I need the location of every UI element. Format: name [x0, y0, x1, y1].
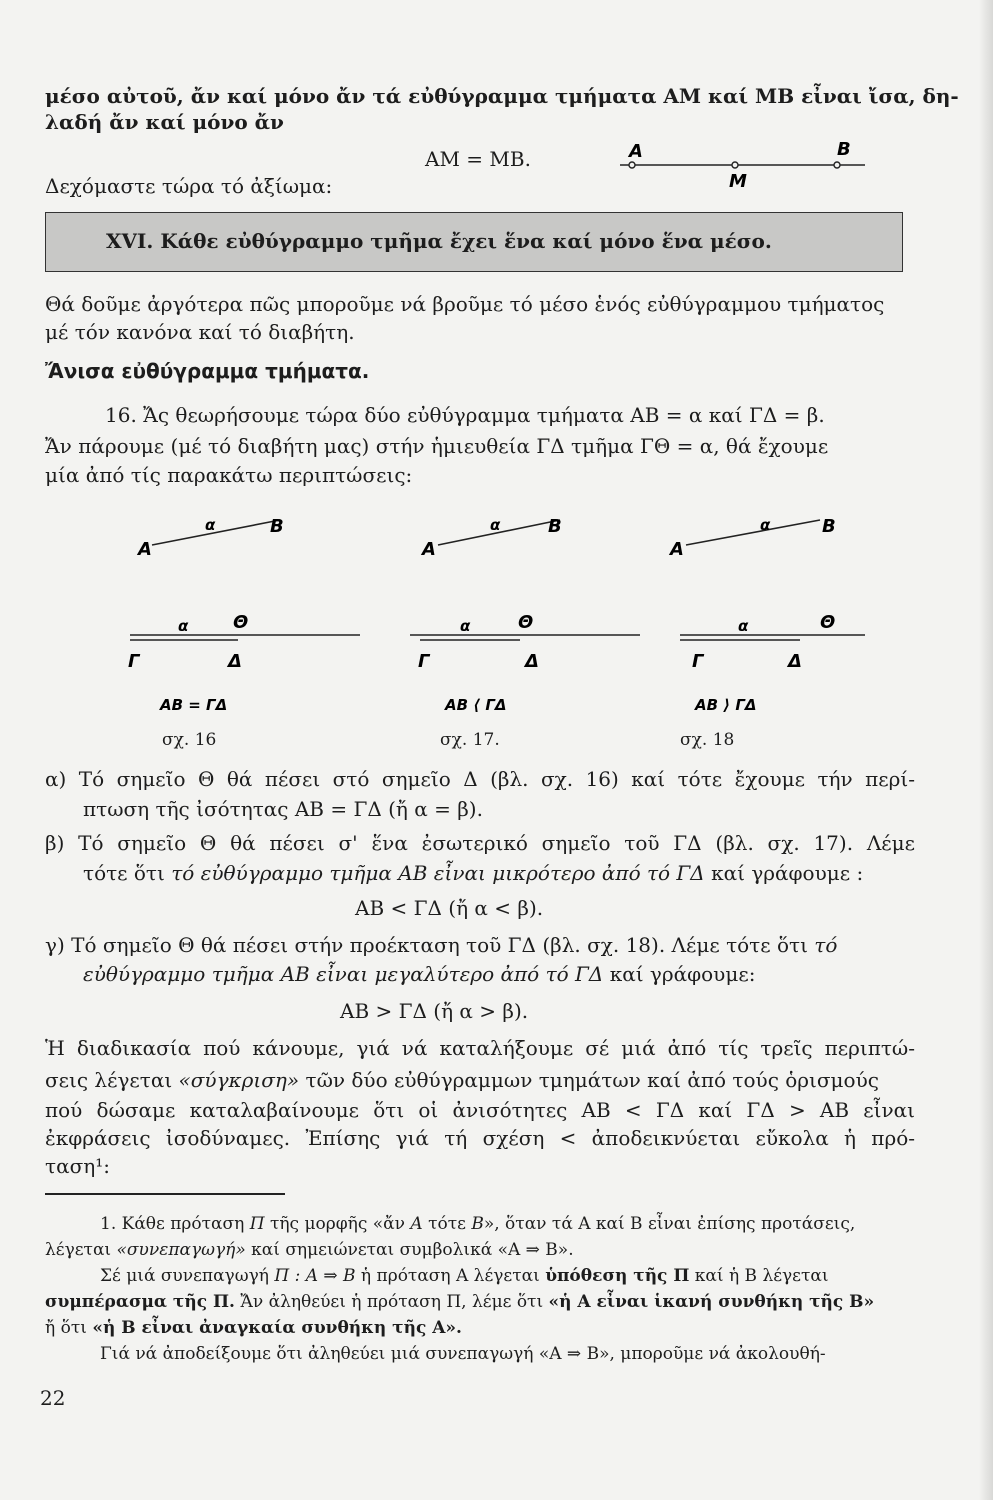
- footnote-rule: [45, 1193, 285, 1195]
- fig17-g-label: Γ: [418, 651, 430, 672]
- para2-post: τῶν δύο εὐθύγραμμων τμημάτων καί ἀπό τούς ὁρισμούς: [299, 1068, 879, 1092]
- footnote-line-2: [45, 1238, 910, 1262]
- fig17-alpha2-label: α: [460, 617, 471, 635]
- fn5-pre: ἤ ὅτι: [45, 1318, 93, 1338]
- comparison-figures: [120, 510, 880, 720]
- fn4-bold2: «ἡ Α εἶναι ἱκανή συνθήκη τῆς Β»: [548, 1292, 875, 1312]
- para16-line-1: 16. Ἄς θεωρήσουμε τώρα δύο εὐθύγραμμα τμήματα ΑΒ = α καί ΓΔ = β.: [105, 403, 825, 427]
- fig18-theta-label: Θ: [820, 612, 836, 633]
- footnote-line-4: [45, 1290, 910, 1314]
- fig16-a-label: Α: [138, 539, 152, 560]
- fig16-d-label: Δ: [228, 651, 242, 672]
- point-m-label: Μ: [729, 171, 747, 192]
- fig18-a-label: Α: [670, 539, 684, 560]
- fn3-it: Π : Α ⇒ Β: [274, 1266, 356, 1286]
- footnote-line-6: Γιά νά ἀποδείξουμε ὅτι ἀληθεύει μιά συνεπαγωγή «Α ⇒ Β», μποροῦμε νά ἀκολουθή-: [100, 1344, 826, 1364]
- fn1-it2: Α: [410, 1214, 423, 1234]
- footnote-line-5: [45, 1316, 910, 1340]
- case-b-line-1: β) Τό σημεῖο Θ θά πέσει σ' ἕνα ἐσωτερικό σημεῖο τοῦ ΓΔ (βλ. σχ. 17). Λέμε: [45, 831, 915, 855]
- para1-line-2: μέ τόν κανόνα καί τό διαβήτη.: [45, 320, 355, 344]
- fn2-pre: λέγεται: [45, 1240, 117, 1260]
- fig16-relation: ΑΒ = ΓΔ: [160, 696, 228, 714]
- axiom-box: [45, 212, 903, 272]
- para2-line-4: ἐκφράσεις ἰσοδύναμες. Ἐπίσης γιά τή σχέση < ἀποδεικνύεται εὔκολα ἡ πρό-: [45, 1126, 915, 1150]
- fn1-mid2: τότε: [422, 1214, 472, 1234]
- fig18-b-label: Β: [822, 516, 836, 537]
- fig17-relation: ΑΒ ⟨ ΓΔ: [445, 696, 507, 714]
- para2-italic: «σύγκριση»: [178, 1068, 300, 1092]
- fn4-post: Ἄν ἀληθεύει ἡ πρόταση Π, λέμε ὅτι: [234, 1292, 549, 1312]
- case-c-post: καί γράφουμε:: [603, 962, 756, 986]
- figure-16: [128, 516, 360, 714]
- fig16-b-label: Β: [270, 516, 284, 537]
- case-b-post: καί γράφουμε :: [704, 861, 864, 885]
- fig18-g-label: Γ: [692, 651, 704, 672]
- page-number: 22: [40, 1386, 66, 1410]
- fig17-theta-label: Θ: [518, 612, 534, 633]
- fn5-bold: «ἡ Β εἶναι ἀναγκαία συνθήκη τῆς Α».: [92, 1318, 462, 1338]
- fig17-alpha-label: α: [490, 516, 501, 534]
- fn2-it: «συνεπαγωγή»: [116, 1240, 246, 1260]
- point-b-label: Β: [837, 139, 851, 160]
- equation-am-mb: ΑΜ = ΜΒ.: [425, 147, 531, 171]
- figure-18: [668, 516, 865, 714]
- caption-fig16: σχ. 16: [162, 730, 217, 750]
- case-a-line-2: πτωση τῆς ἰσότητας ΑΒ = ΓΔ (ἤ α = β).: [83, 797, 483, 821]
- para16-line-2: Ἄν πάρουμε (μέ τό διαβήτη μας) στήν ἡμιευθεία ΓΔ τμῆμα ΓΘ = α, θά ἔχουμε: [45, 434, 829, 458]
- fig18-alpha-label: α: [760, 516, 771, 534]
- para2-line-3: πού δώσαμε καταλαβαίνουμε ὅτι οἱ ἀνισότητες ΑΒ < ΓΔ καί ΓΔ > ΑΒ εἶναι: [45, 1098, 915, 1122]
- fig16-theta-label: Θ: [233, 612, 249, 633]
- case-b-equation: ΑΒ < ΓΔ (ἤ α < β).: [355, 896, 544, 920]
- page-edge-shadow: [979, 0, 993, 1500]
- fig16-alpha2-label: α: [178, 617, 189, 635]
- intro-line-2: λαδή ἄν καί μόνο ἄν: [45, 110, 284, 134]
- case-c-italic-2: εὐθύγραμμο τμῆμα ΑΒ εἶναι μεγαλύτερο ἀπό τό ΓΔ: [83, 962, 604, 986]
- fig16-g-label: Γ: [128, 651, 140, 672]
- figure-17: [410, 516, 640, 714]
- fn3-mid: ἡ πρόταση Α λέγεται: [355, 1266, 546, 1286]
- fig18-d-label: Δ: [788, 651, 802, 672]
- fn2-post: καί σημειώνεται συμβολικά «Α ⇒ Β».: [245, 1240, 574, 1260]
- para2-line-2: [45, 1067, 915, 1093]
- fn1-post: », ὅταν τά Α καί Β εἶναι ἐπίσης προτάσεις,: [483, 1214, 856, 1234]
- case-c-line-2: [83, 961, 883, 987]
- caption-fig17: σχ. 17.: [440, 730, 500, 750]
- fn1-it1: Π: [249, 1214, 265, 1234]
- axiom-xvi: XVI. Κάθε εὐθύγραμμο τμῆμα ἔχει ἕνα καί μόνο ἕνα μέσο.: [106, 229, 772, 253]
- point-a-label: Α: [629, 141, 643, 162]
- fn4-bold: συμπέρασμα τῆς Π.: [45, 1292, 235, 1312]
- case-c-italic-1: τό: [814, 933, 838, 957]
- case-b-pre: τότε ὅτι: [83, 861, 172, 885]
- fig17-a-label: Α: [422, 539, 436, 560]
- fn1-mid: τῆς μορφῆς «ἄν: [264, 1214, 411, 1234]
- para2-pre: σεις λέγεται: [45, 1068, 179, 1092]
- case-b-line-2: [83, 860, 913, 886]
- fn1-it3: Β: [471, 1214, 484, 1234]
- case-c-line-1: [45, 932, 915, 958]
- case-c-pre: γ) Τό σημεῖο Θ θά πέσει στήν προέκταση τοῦ ΓΔ (βλ. σχ. 18). Λέμε τότε ὅτι: [45, 933, 815, 957]
- fn3-bold: ὑπόθεση τῆς Π: [545, 1266, 690, 1286]
- section-title: Ἄνισα εὐθύγραμμα τμήματα.: [45, 359, 370, 383]
- midpoint-figure: [615, 135, 875, 195]
- intro-line-3: Δεχόμαστε τώρα τό ἀξίωμα:: [45, 174, 333, 198]
- intro-line-1: μέσο αὐτοῦ, ἄν καί μόνο ἄν τά εὐθύγραμμα τμήματα ΑΜ καί ΜΒ εἶναι ἴσα, δη-: [45, 84, 959, 108]
- case-b-italic: τό εὐθύγραμμο τμῆμα ΑΒ εἶναι μικρότερο ἀπό τό ΓΔ: [171, 861, 705, 885]
- para2-line-1: Ἡ διαδικασία πού κάνουμε, γιά νά καταλήξουμε σέ μιά ἀπό τίς τρεῖς περιπτώ-: [45, 1036, 915, 1060]
- fig17-d-label: Δ: [525, 651, 539, 672]
- fn3-post: καί ἡ Β λέγεται: [689, 1266, 829, 1286]
- fig17-b-label: Β: [548, 516, 562, 537]
- footnote-line-3: [100, 1264, 910, 1288]
- caption-fig18: σχ. 18: [680, 730, 735, 750]
- para2-line-5: ταση¹:: [45, 1154, 110, 1178]
- fig16-alpha-label: α: [205, 516, 216, 534]
- fn3-pre: Σέ μιά συνεπαγωγή: [100, 1266, 275, 1286]
- fig18-alpha2-label: α: [738, 617, 749, 635]
- case-a-line-1: α) Τό σημεῖο Θ θά πέσει στό σημεῖο Δ (βλ. σχ. 16) καί τότε ἔχουμε τήν περί-: [45, 767, 915, 791]
- case-c-equation: ΑΒ > ΓΔ (ἤ α > β).: [340, 999, 529, 1023]
- fn1-pre: 1. Κάθε πρόταση: [100, 1214, 250, 1234]
- para16-line-3: μία ἀπό τίς παρακάτω περιπτώσεις:: [45, 463, 413, 487]
- fig18-relation: ΑΒ ⟩ ΓΔ: [695, 696, 757, 714]
- footnote-line-1: [100, 1212, 910, 1236]
- para1-line-1: Θά δοῦμε ἀργότερα πῶς μποροῦμε νά βροῦμε τό μέσο ἑνός εὐθύγραμμου τμήματος: [45, 292, 885, 316]
